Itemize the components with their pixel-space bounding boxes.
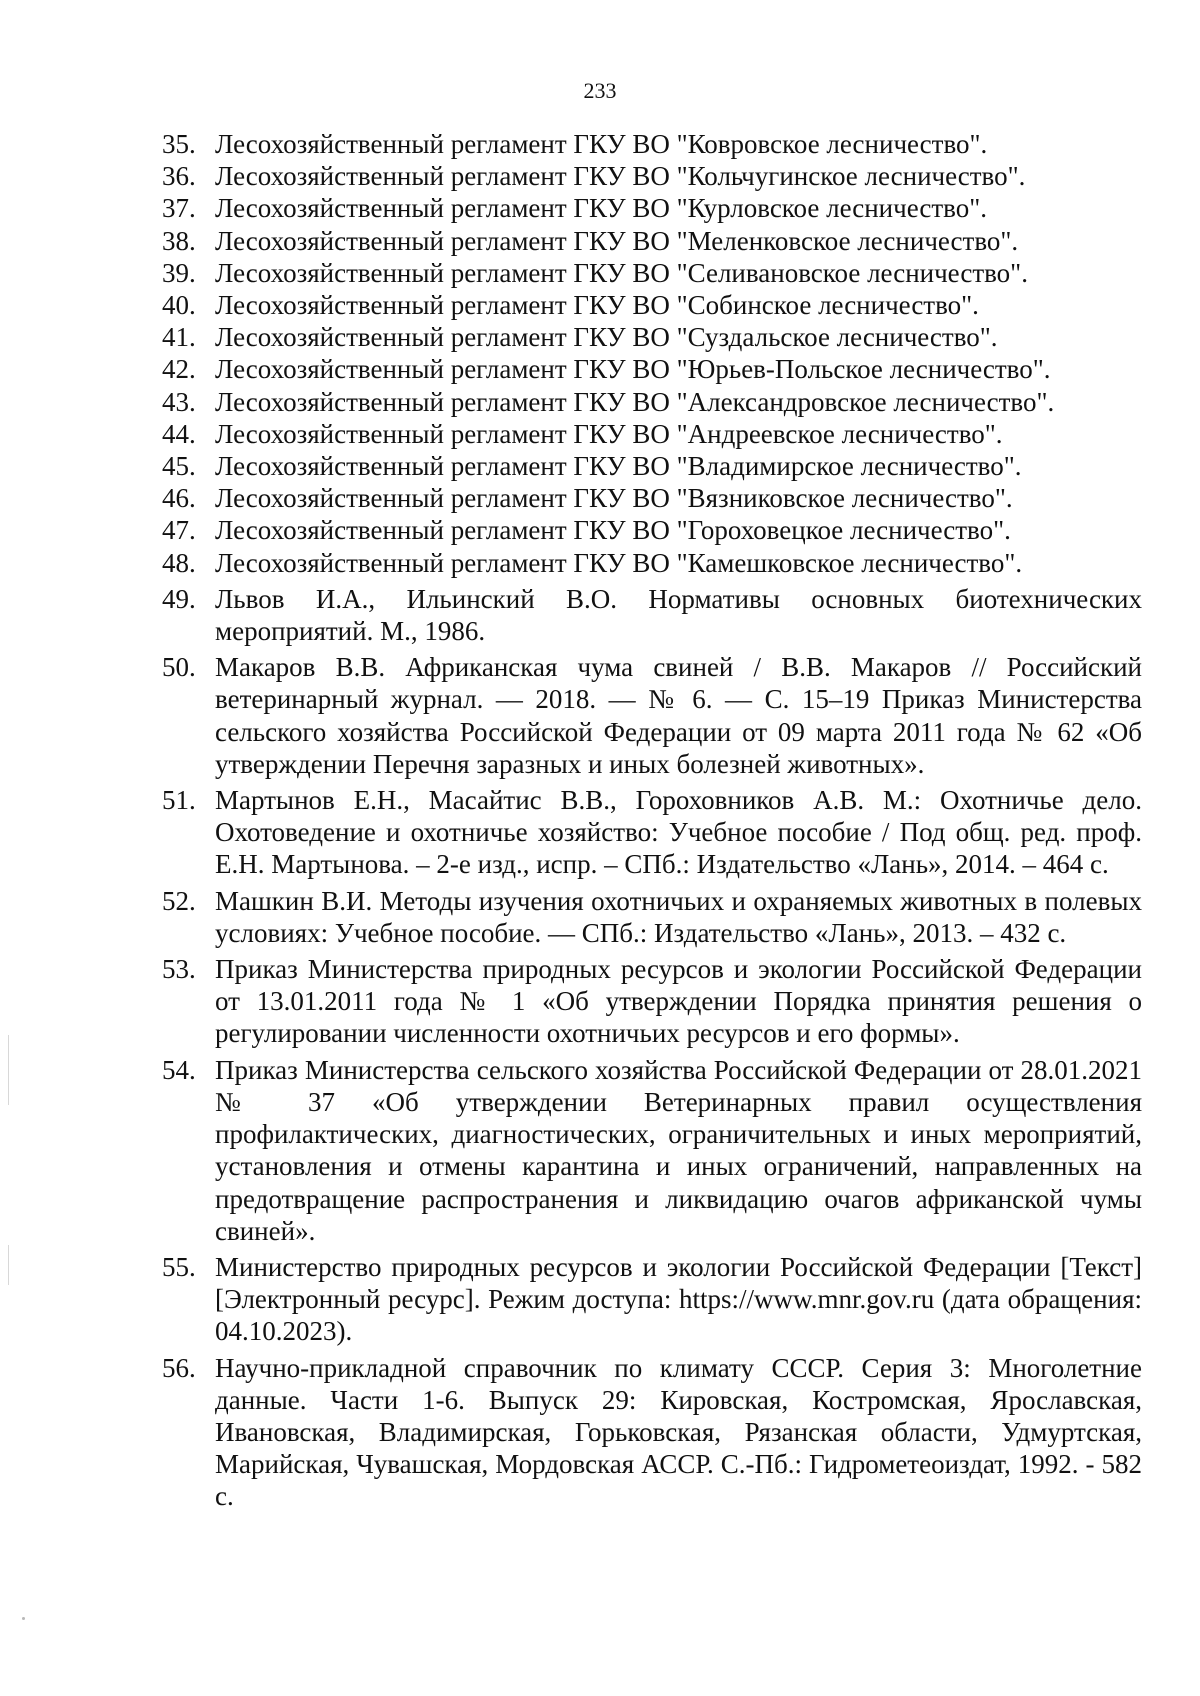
reference-text: Лесохозяйственный регламент ГКУ ВО "Андреевское лесничество".: [215, 418, 1003, 449]
reference-text: Львов И.А., Ильинский В.О. Нормативы основных биотехнических мероприятий. М., 1986.: [215, 583, 1142, 647]
reference-text: Лесохозяйственный регламент ГКУ ВО "Гороховецкое лесничество".: [215, 515, 1011, 546]
reference-number: 47.: [162, 515, 196, 546]
reference-text: Лесохозяйственный регламент ГКУ ВО "Курловское лесничество".: [215, 193, 987, 224]
reference-text: Мартынов Е.Н., Масайтис В.В., Гороховников А.В. М.: Охотничье дело. Охотоведение и охотничье хозяйство: Учебное пособие / Под общ. ред. проф. Е.Н. Мартынова. – 2-е изд., испр. – СПб.: Издательство «Лань», 2014. – 464 с.: [215, 785, 1142, 880]
scan-artifact-line: [8, 1035, 9, 1105]
reference-number: 52.: [162, 885, 196, 916]
reference-number: 43.: [162, 386, 196, 417]
scan-artifact-dot: [22, 1617, 25, 1620]
reference-text: Машкин В.И. Методы изучения охотничьих и охраняемых животных в полевых условиях: Учебное пособие. — СПб.: Издательство «Лань», 2013. – 432 с.: [215, 885, 1142, 948]
reference-number: 40.: [162, 290, 196, 321]
reference-item: [162, 651, 1142, 780]
reference-number: 54.: [162, 1054, 196, 1085]
reference-number: 37.: [162, 193, 196, 224]
reference-text: Лесохозяйственный регламент ГКУ ВО "Меленковское лесничество".: [215, 225, 1019, 256]
reference-item: [162, 953, 1142, 1050]
reference-item: [162, 885, 1142, 949]
reference-number: 49.: [162, 583, 196, 614]
reference-item: [162, 450, 1142, 482]
reference-text: Лесохозяйственный регламент ГКУ ВО "Ковровское лесничество".: [215, 129, 988, 159]
reference-number: 42.: [162, 354, 196, 385]
reference-text: Научно-прикладной справочник по климату СССР. Серия 3: Многолетние данные. Части 1-6. Выпуск 29: Кировская, Костромская, Ярославская, Ивановская, Владимирская, Горьковская, Рязанская области, Удмуртская, Марийская, Чувашская, Мордовская АССР. С.-Пб.: Гидрометеоиздат, 1992. - 582 с.: [215, 1352, 1142, 1512]
reference-number: 41.: [162, 322, 196, 353]
reference-item: [162, 1352, 1142, 1513]
reference-item: [162, 784, 1142, 881]
reference-item: [162, 321, 1142, 353]
reference-number: 50.: [162, 652, 196, 683]
reference-text: Приказ Министерства природных ресурсов и экологии Российской Федерации от 13.01.2011 года № 1 «Об утверждении Порядка принятия решения о регулировании численности охотничьих ресурсов и его формы».: [215, 954, 1142, 1049]
reference-text: Лесохозяйственный регламент ГКУ ВО "Кольчугинское лесничество".: [215, 161, 1026, 192]
reference-item: [162, 482, 1142, 514]
reference-item: [162, 289, 1142, 321]
reference-number: 46.: [162, 483, 196, 514]
reference-list: [162, 128, 1142, 1513]
reference-item: [162, 128, 1142, 160]
reference-number: 36.: [162, 161, 196, 192]
reference-item: [162, 353, 1142, 385]
reference-item: [162, 418, 1142, 450]
reference-text: Лесохозяйственный регламент ГКУ ВО "Юрьев-Польское лесничество".: [215, 354, 1051, 385]
reference-text: Лесохозяйственный регламент ГКУ ВО "Суздальское лесничество".: [215, 322, 998, 353]
page-number: 233: [583, 78, 617, 103]
reference-text: Лесохозяйственный регламент ГКУ ВО "Александровское лесничество".: [215, 386, 1055, 417]
reference-number: 48.: [162, 547, 196, 578]
reference-text: Лесохозяйственный регламент ГКУ ВО "Собинское лесничество".: [215, 290, 979, 321]
reference-number: 45.: [162, 451, 196, 482]
reference-number: 44.: [162, 418, 196, 449]
reference-number: 53.: [162, 954, 196, 985]
reference-number: 39.: [162, 257, 196, 288]
reference-item: [162, 192, 1142, 224]
reference-item: [162, 257, 1142, 289]
reference-item: [162, 1054, 1142, 1247]
reference-text: Макаров В.В. Африканская чума свиней / В.В. Макаров // Российский ветеринарный журнал. — 2018. — № 6. — С. 15–19 Приказ Министерства сельского хозяйства Российской Федерации от 09 марта 2011 года № 62 «Об утверждении Перечня заразных и иных болезней животных».: [215, 652, 1142, 779]
reference-item: [162, 160, 1142, 192]
reference-text: Лесохозяйственный регламент ГКУ ВО "Владимирское лесничество".: [215, 451, 1022, 482]
reference-item: [162, 547, 1142, 579]
reference-item: [162, 1251, 1142, 1348]
reference-item: [162, 225, 1142, 257]
reference-number: 35.: [162, 129, 196, 159]
reference-text: Лесохозяйственный регламент ГКУ ВО "Камешковское лесничество".: [215, 547, 1023, 578]
reference-item: [162, 386, 1142, 418]
reference-number: 56.: [162, 1352, 196, 1383]
reference-number: 38.: [162, 225, 196, 256]
scan-artifact-line: [8, 1245, 9, 1285]
reference-text: Приказ Министерства сельского хозяйства Российской Федерации от 28.01.2021 № 37 «Об утверждении Ветеринарных правил осуществления профилактических, диагностических, ограничительных и иных мероприятий, установления и отмены карантина и иных ограничений, направленных на предотвращение распространения и ликвидацию очагов африканской чумы свиней».: [215, 1054, 1142, 1246]
reference-number: 51.: [162, 785, 196, 816]
reference-item: [162, 514, 1142, 546]
reference-item: [162, 583, 1142, 647]
reference-text: Лесохозяйственный регламент ГКУ ВО "Вязниковское лесничество".: [215, 483, 1013, 514]
reference-text: Лесохозяйственный регламент ГКУ ВО "Селивановское лесничество".: [215, 257, 1028, 288]
reference-text: Министерство природных ресурсов и экологии Российской Федерации [Текст] [Электронный ресурс]. Режим доступа: https://www.mnr.gov.ru (дата обращения: 04.10.2023).: [215, 1251, 1142, 1347]
reference-number: 55.: [162, 1251, 196, 1282]
